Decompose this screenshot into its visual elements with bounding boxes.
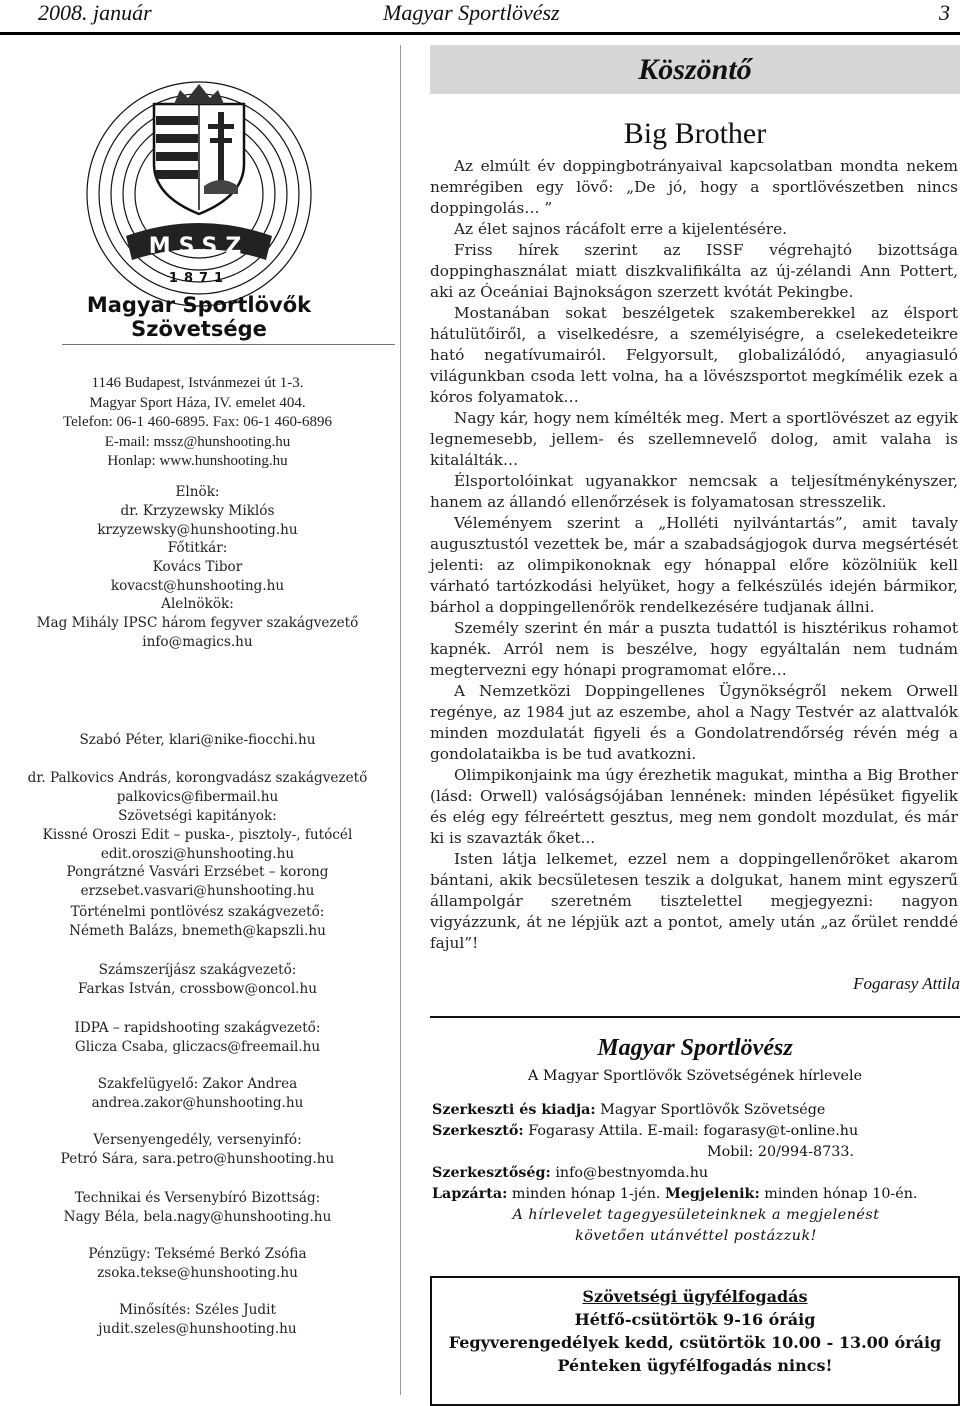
article-paragraph: Az élet sajnos rácáfolt erre a kijelentésére.	[454, 220, 788, 238]
office-hours-box	[430, 1276, 960, 1406]
official-line: Főtitkár:	[167, 540, 228, 556]
imprint-details	[432, 1100, 960, 1247]
official-entry	[0, 769, 395, 807]
official-entry	[0, 595, 395, 652]
official-line: dr. Krzyzewsky Miklós	[120, 503, 275, 519]
official-line: dr. Palkovics András, korongvadász szakágvezető	[27, 770, 368, 786]
issue-date: 2008. január	[38, 0, 152, 25]
official-line: Pénzügy: Teksémé Berkó Zsófia	[88, 1246, 307, 1262]
official-entry	[0, 863, 395, 901]
official-line: Számszeríjász szakágvezető:	[98, 962, 297, 978]
article-paragraph: Olimpikonjaink ma úgy érezhetik magukat, mintha a Big Brother (lásd: Orwell) valóságsójában lennének: minden lépésüket figyelik és elég egy félreértett gesztus, meg nem gondolt mozdulat, és már ki is szavazták őket...	[430, 766, 958, 847]
office-hours-line-2: Fegyverengedélyek kedd, csütörtök 10.00 - 13.00 óráig	[448, 1333, 942, 1352]
article-author: Fogarasy Attila	[853, 974, 960, 993]
article-title: Big Brother	[623, 117, 767, 150]
article-paragraph: Isten látja lelkemet, ezzel nem a doppingellenőröket akarom bántani, akik becsületesen teszik a dolgukat, hanem mint egyszerű állampolgár szeretném tisztelettel megjegyezni: nagyon vigyázzunk, át ne lépjük azt a pontot, amely után „az őrület renddé fajul”!	[430, 850, 958, 952]
official-line: Kissné Oroszi Edit – puska-, pisztoly-, futócél	[42, 827, 353, 843]
official-line: Pongrátzné Vasvári Erzsébet – korong	[66, 864, 329, 880]
official-line[interactable]: Farkas István, crossbow@oncol.hu	[77, 981, 318, 997]
logo-abbr-text: MSSZ	[148, 234, 250, 259]
imprint-publisher: Szerkeszti és kiadja: Magyar Sportlövők Szövetsége	[432, 1102, 826, 1118]
page-number: 3	[939, 0, 950, 25]
official-line[interactable]: krzyzewsky@hunshooting.hu	[97, 522, 298, 538]
official-line[interactable]: Petró Sára, sara.petro@hunshooting.hu	[60, 1151, 335, 1167]
official-entry	[0, 807, 395, 864]
logo-divider	[62, 344, 395, 345]
official-entry	[0, 903, 395, 941]
imprint-rule	[430, 1016, 960, 1018]
mssz-logo	[68, 76, 330, 356]
official-line[interactable]: info@magics.hu	[142, 634, 253, 650]
office-hours-line-1: Hétfő-csütörtök 9-16 óráig	[574, 1310, 816, 1329]
header-rule	[0, 32, 960, 35]
email-link[interactable]: E-mail: mssz@hunshooting.hu	[104, 433, 291, 450]
official-line: Versenyengedély, versenyinfó:	[93, 1132, 302, 1148]
official-line[interactable]: edit.oroszi@hunshooting.hu	[100, 846, 295, 862]
contact-block	[0, 374, 395, 472]
svg-text:1871: 1871	[168, 271, 230, 286]
imprint-note-2: követően utánvéttel postázzuk!	[575, 1228, 817, 1244]
imprint-mobile: Mobil: 20/994-8733.	[707, 1144, 854, 1160]
imprint-note-1: A hírlevelet tagegyesületeinknek a megjelenést	[512, 1207, 880, 1223]
official-line: Szövetségi kapitányok:	[118, 808, 277, 824]
phone-fax: Telefon: 06-1 460-6895. Fax: 06-1 460-6896	[63, 414, 332, 431]
article-paragraph: Mostanában sokat beszélgetek szakemberekkel az élsport hátulütőiről, a viselkedésre, a személyiségre, a cselekedeteikre ható negatívumairól. Felgyorsult, globalizálódó, anyagiasuló világunkban csoda lett volna, ha a lövészsportot megkímélik ezek a kóros folyamatok…	[430, 304, 958, 406]
official-entry	[0, 1189, 395, 1227]
imprint-subtitle: A Magyar Sportlövők Szövetségének hírlevele	[527, 1068, 863, 1084]
official-line: Alelnökök:	[161, 596, 234, 612]
official-entry	[0, 731, 395, 750]
official-line: IDPA – rapidshooting szakágvezető:	[74, 1020, 321, 1036]
official-line: Szakfelügyelő: Zakor Andrea	[97, 1076, 298, 1092]
article-paragraph: Személy szerint én már a puszta tudattól is hisztérikus rohamot kapnék. Arról nem is beszélve, hogy egyáltalán nem tudnám megtervezni egy hónapi programomat előre…	[430, 619, 958, 679]
address-line-2: Magyar Sport Háza, IV. emelet 404.	[89, 394, 306, 411]
page-header	[0, 0, 960, 32]
official-entry	[0, 1131, 395, 1169]
official-line[interactable]: erzsebet.vasvari@hunshooting.hu	[80, 883, 315, 899]
article-paragraph: A Nemzetközi Doppingellenes Ügynökségről nekem Orwell regénye, az 1984 jut az eszembe, ahol a Nagy Testvér az alattvalók minden mozdulatát figyeli és a Gondolatrendőrség révén még a gondolataikba is be tud avatkozni.	[430, 682, 958, 763]
website-link[interactable]: Honlap: www.hunshooting.hu	[107, 453, 288, 470]
official-line[interactable]: andrea.zakor@hunshooting.hu	[91, 1095, 304, 1111]
official-entry	[0, 539, 395, 596]
article-paragraph: Nagy kár, hogy nem kímélték meg. Mert a sportlövészet az egyik legnemesebb, jellem- és szellemnevelő dolog, amit valaha is kitalálták…	[430, 409, 958, 469]
article-body	[430, 156, 958, 954]
official-line: Mag Mihály IPSC három fegyver szakágvezető	[36, 615, 359, 631]
svg-text:Magyar Sportlövők: Magyar Sportlövők	[86, 293, 312, 317]
svg-text:Szövetsége: Szövetsége	[131, 317, 267, 341]
official-entry	[0, 961, 395, 999]
column-divider	[400, 45, 401, 1395]
publication-name: Magyar Sportlövész	[383, 0, 560, 25]
official-line: Technikai és Versenybíró Bizottság:	[74, 1190, 321, 1206]
official-line: Minősítés: Széles Judit	[119, 1302, 276, 1318]
official-line[interactable]: Németh Balázs, bnemeth@kapszli.hu	[69, 923, 326, 939]
official-entry	[0, 1245, 395, 1283]
article-paragraph: Véleményem szerint a „Holléti nyilvántartás”, amit tavaly augusztustól vezettek be, már a szabadságjogok durva megsértését jelenti: az olimpikonoknak egy hónappal előre közölniük kell várható tartózkodási helyüket, hogy a felkészülés idején bármikor, bárhol a doppingellenőrök rendelkezésére tudjanak állni.	[430, 514, 958, 616]
official-line[interactable]: zsoka.tekse@hunshooting.hu	[97, 1265, 298, 1281]
imprint-title: Magyar Sportlövész	[597, 1035, 793, 1061]
official-line: Kovács Tibor	[152, 559, 243, 575]
official-entry	[0, 483, 395, 540]
imprint-office: Szerkesztőség: info@bestnyomda.hu	[432, 1165, 709, 1181]
article-paragraph: Élsportolóinkat ugyanakkor nemcsak a teljesítménykényszer, hanem az állandó ellenőrzések is folyamatosan stresszelik.	[430, 472, 958, 511]
section-title: Köszöntő	[430, 45, 960, 94]
official-line[interactable]: Szabó Péter, klari@nike-fiocchi.hu	[79, 732, 316, 748]
official-line[interactable]: kovacst@hunshooting.hu	[110, 578, 285, 594]
official-line[interactable]: Nagy Béla, bela.nagy@hunshooting.hu	[63, 1209, 332, 1225]
imprint-schedule: Lapzárta: minden hónap 1-jén. Megjelenik: minden hónap 10-én.	[432, 1186, 918, 1202]
official-line: Elnök:	[175, 484, 220, 500]
left-column	[0, 40, 395, 1395]
official-line[interactable]: Glicza Csaba, gliczacs@freemail.hu	[74, 1039, 321, 1055]
official-line[interactable]: palkovics@fibermail.hu	[116, 789, 279, 805]
article-paragraph: Az elmúlt év doppingbotrányaival kapcsolatban mondta nekem nemrégiben egy lövő: „De jó, hogy a sportlövészetben nincs doppingolás… ”	[430, 157, 958, 217]
official-line[interactable]: judit.szeles@hunshooting.hu	[98, 1321, 297, 1337]
imprint-editor: Szerkesztő: Fogarasy Attila. E-mail: fogarasy@t-online.hu	[432, 1123, 859, 1139]
official-entry	[0, 1301, 395, 1339]
office-hours-line-3: Pénteken ügyfélfogadás nincs!	[557, 1356, 833, 1375]
official-line: Történelmi pontlövész szakágvezető:	[70, 904, 325, 920]
official-entry	[0, 1075, 395, 1113]
article-paragraph: Friss hírek szerint az ISSF végrehajtó bizottsága doppinghasználat miatt diszkvalifikálta az új-zélandi Ann Pottert, aki az Óceániai Bajnokságon szerzett kvótát Pekingbe.	[430, 241, 958, 301]
address-line-1: 1146 Budapest, Istvánmezei út 1-3.	[91, 375, 304, 391]
official-entry	[0, 1019, 395, 1057]
office-hours-title: Szövetségi ügyfélfogadás	[582, 1287, 808, 1306]
